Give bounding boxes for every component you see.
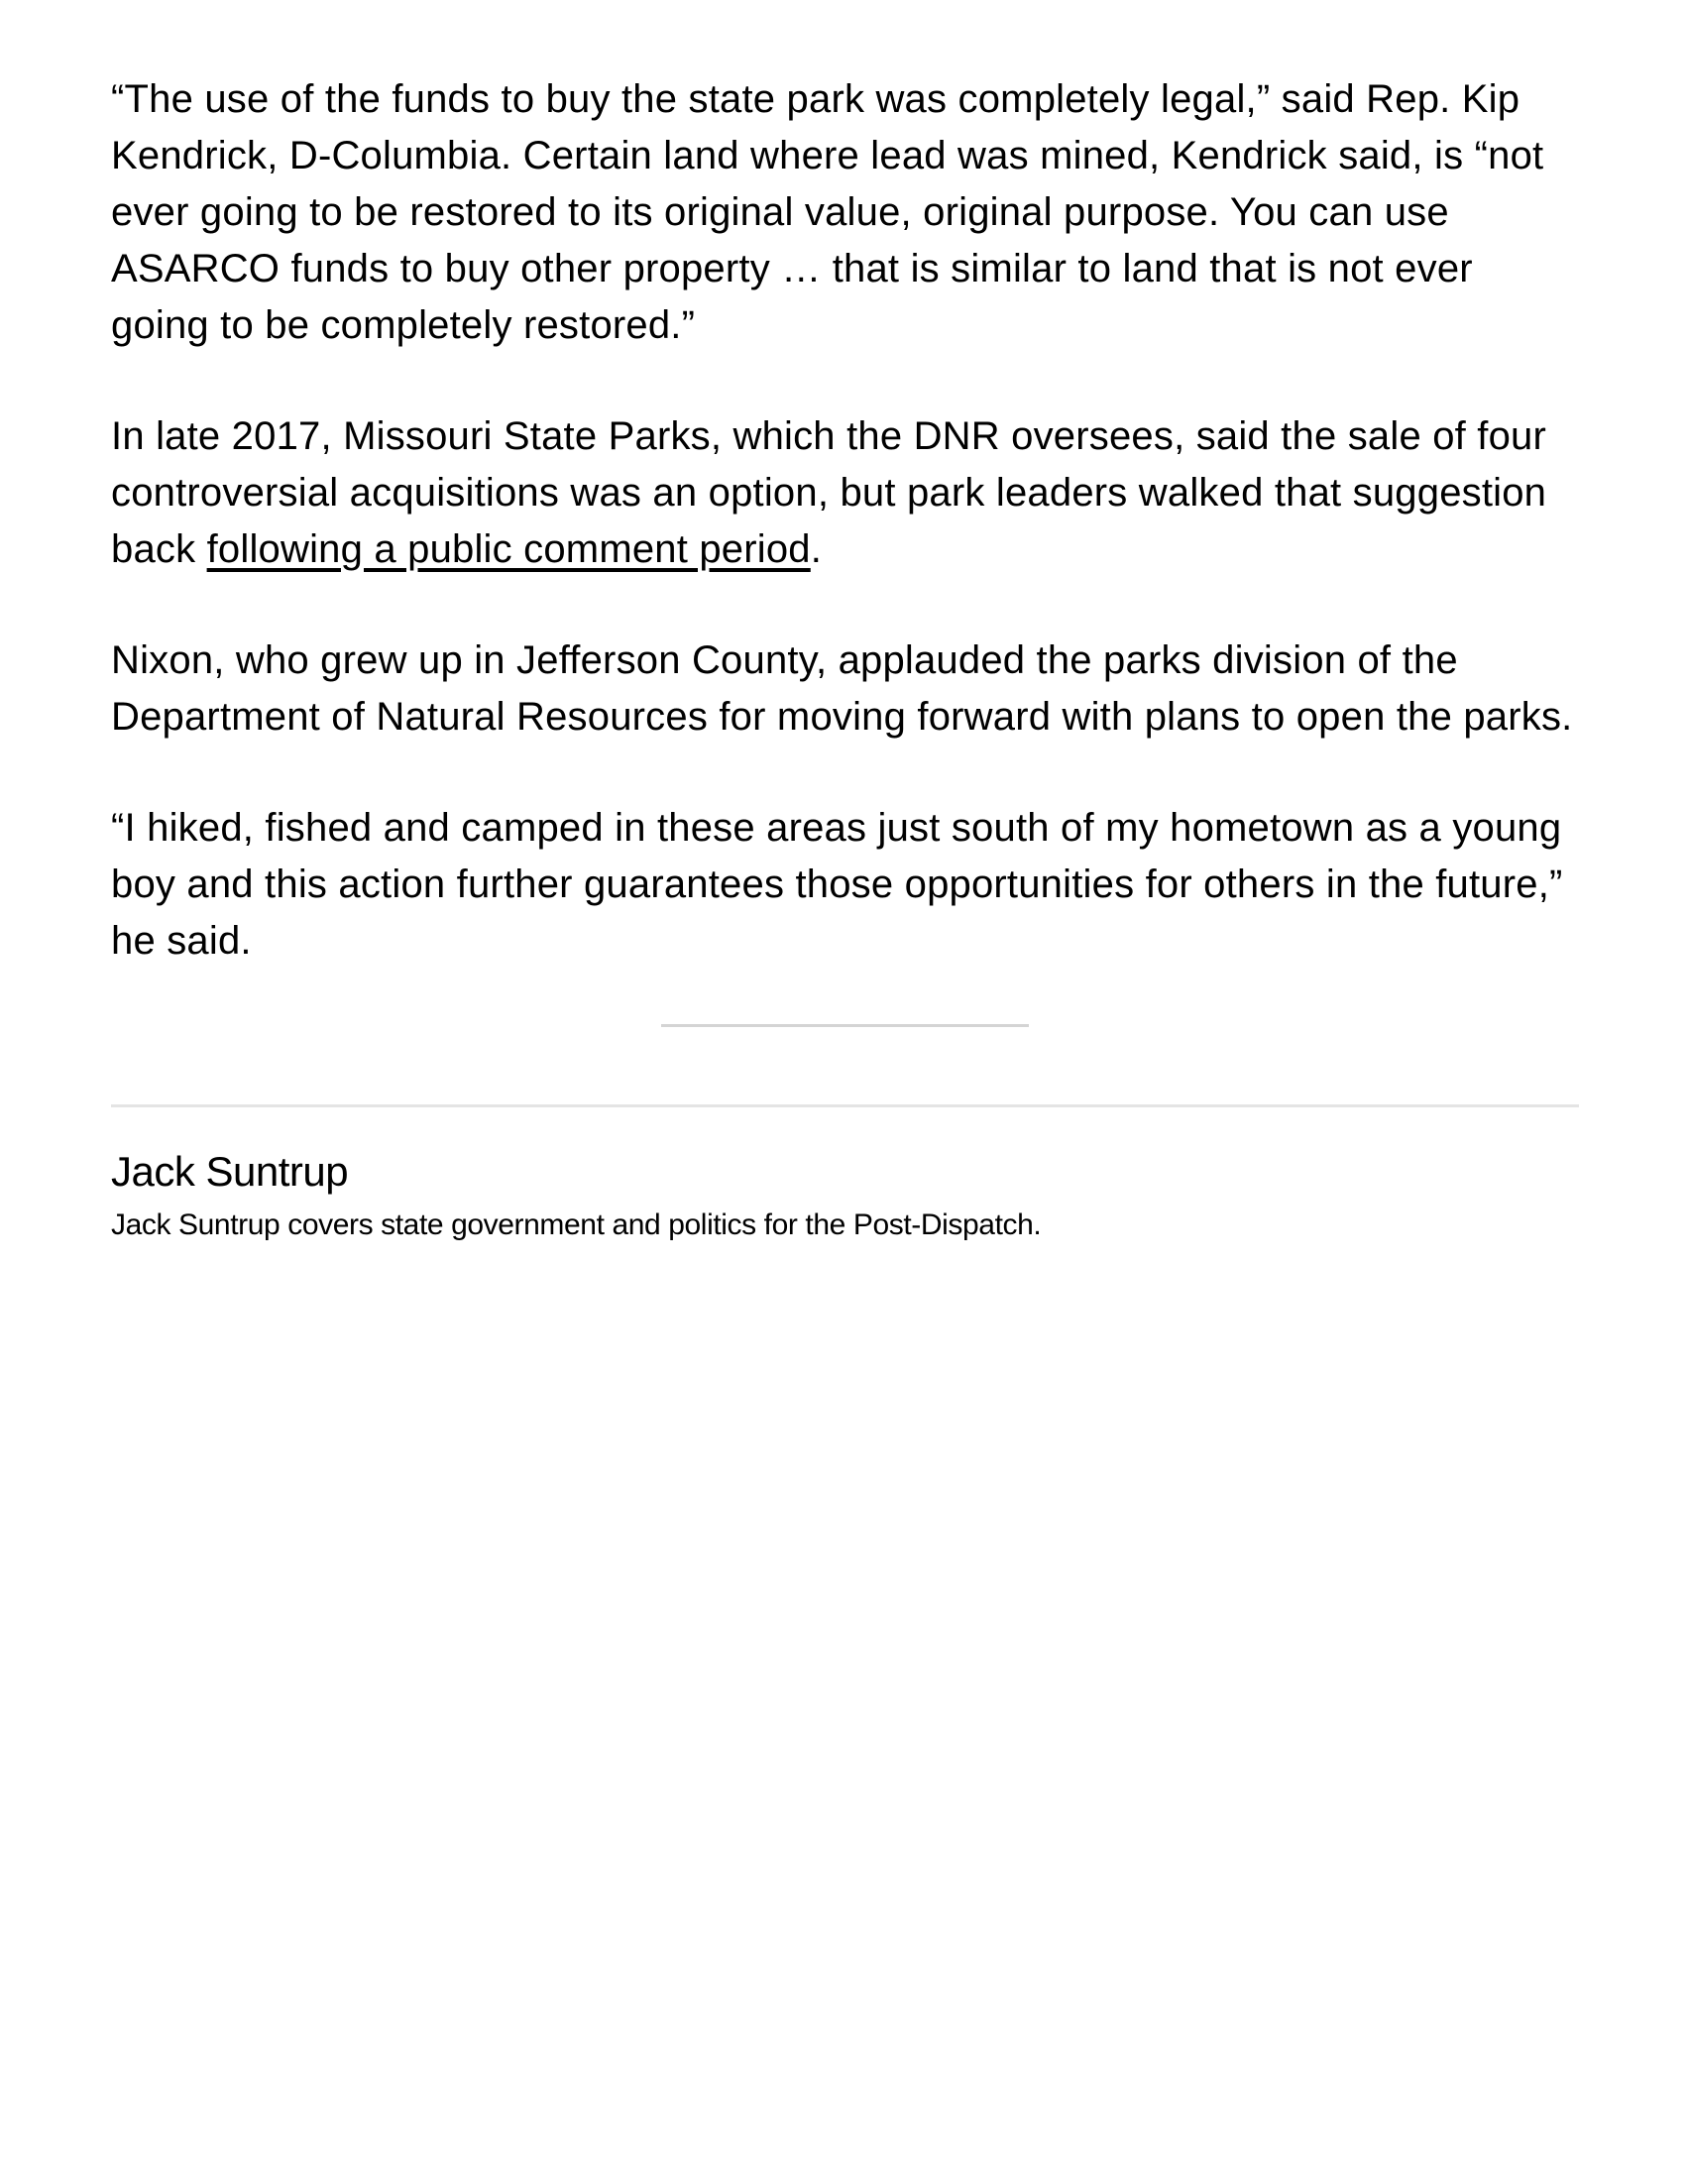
paragraph-kendrick-quote: “The use of the funds to buy the state park was completely legal,” said Rep. Kip Kendrick, D-Columbia. Certain land where lead was mined, Kendrick said, is “not ever going to be restored to its original value, original purpose. You can use ASARCO funds to buy other property … that is similar to land that is not ever going to be completely restored.” bbox=[111, 77, 1544, 347]
paragraph-parks-sale bbox=[111, 408, 1579, 578]
author-block bbox=[111, 1150, 1579, 1243]
author-name[interactable]: Jack Suntrup bbox=[111, 1148, 349, 1195]
author-bio: Jack Suntrup covers state government and politics for the Post-Dispatch. bbox=[111, 1208, 1042, 1241]
paragraph-parks-sale-pre: In late 2017, Missouri State Parks, which the DNR oversees, said the sale of four controversial acquisitions was an option, but park leaders walked that suggestion back bbox=[111, 414, 1547, 571]
paragraph-parks-sale-post: . bbox=[810, 527, 823, 571]
section-end-divider bbox=[661, 1024, 1029, 1027]
public-comment-period-link[interactable]: following a public comment period bbox=[206, 527, 811, 571]
author-separator-rule bbox=[111, 1104, 1579, 1107]
article-body bbox=[111, 0, 1579, 1243]
paragraph-nixon-quote: “I hiked, fished and camped in these areas just south of my hometown as a young boy and this action further guarantees those opportunities for others in the future,” he said. bbox=[111, 806, 1563, 963]
paragraph-nixon-applauds: Nixon, who grew up in Jefferson County, applauded the parks division of the Department of Natural Resources for moving forward with plans to open the parks. bbox=[111, 638, 1573, 739]
